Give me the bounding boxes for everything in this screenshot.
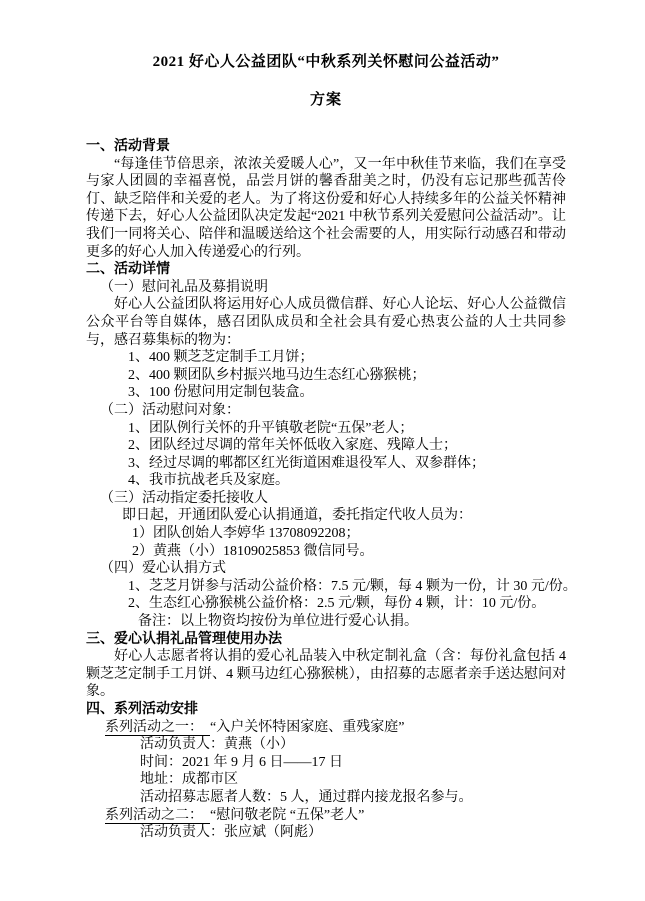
series-1-line bbox=[86, 719, 566, 737]
section-1-heading: 一、活动背景 bbox=[86, 139, 170, 154]
section-4-heading: 四、系列活动安排 bbox=[86, 702, 198, 717]
series-1-detail: 地址：成都市区 bbox=[140, 772, 238, 788]
series-1-detail: 时间：2021 年 9 月 6 日——17 日 bbox=[140, 754, 343, 770]
section-2-sub-2-heading: （二）活动慰问对象： bbox=[100, 402, 240, 418]
list-item: 1）团队创始人李婷华 13708092208； bbox=[132, 526, 360, 542]
list-item: 3、100 份慰问用定制包装盒。 bbox=[128, 385, 314, 401]
series-1-detail: 活动招募志愿者人数：5 人，通过群内接龙报名参与。 bbox=[140, 789, 473, 805]
section-3-paragraph: 好心人志愿者将认捐的爱心礼品装入中秋定制礼盒（含：每份礼盒包括 4 颗芝芝定制手工月饼、4 颗马边红心猕猴桃），由招募的志愿者亲手送达慰问对象。 bbox=[86, 649, 566, 700]
list-item: 2、400 颗团队乡村振兴地马边生态红心猕猴桃； bbox=[128, 367, 426, 383]
list-item: 2）黄燕（小）18109025853 微信同号。 bbox=[132, 543, 374, 559]
series-1-title: “入户关怀特困家庭、重残家庭” bbox=[210, 719, 405, 735]
document-subtitle: 方案 bbox=[309, 92, 342, 108]
series-2-label: 系列活动之二： bbox=[105, 808, 210, 824]
series-1-detail: 活动负责人：黄燕（小） bbox=[140, 737, 294, 753]
section-2-sub-4-heading: （四）爱心认捐方式 bbox=[100, 561, 226, 577]
section-1-paragraph: “每逢佳节倍思亲，浓浓关爱暖人心”，又一年中秋佳节来临，我们在享受与家人团圆的幸福喜悦，品尝月饼的馨香甜美之时，仍没有忘记那些孤苦伶仃、缺乏陪伴和关爱的老人。为了将这份爱和好心人持续多年的公益关怀精神传递下去，好心人公益团队决定发起“2021 中秋节系列关爱慰问公益活动”。让我们一同将关心、陪伴和温暖送给这个社会需要的人，用实际行动感召和带动更多的好心人加入传递爱心的行列。 bbox=[86, 156, 566, 260]
series-2-title: “慰问敬老院 “五保”老人” bbox=[210, 807, 365, 823]
section-2-sub-1-heading: （一）慰问礼品及募捐说明 bbox=[100, 279, 268, 295]
list-item: 1、芝芝月饼参与活动公益价格：7.5 元/颗，每 4 颗为一份，计 30 元/份。 bbox=[128, 578, 577, 594]
list-item: 2、团队经过尽调的常年关怀低收入家庭、残障人士； bbox=[128, 438, 457, 454]
section-2-sub-3-paragraph: 即日起，开通团队爱心认捐通道，委托指定代收人员为： bbox=[122, 508, 472, 524]
series-2-line bbox=[86, 807, 566, 825]
series-1-label: 系列活动之一： bbox=[105, 720, 210, 736]
list-item: 1、团队例行关怀的升平镇敬老院“五保”老人； bbox=[128, 420, 414, 436]
list-item: 1、400 颗芝芝定制手工月饼； bbox=[128, 350, 314, 366]
note-line: 备注：以上物资均按份为单位进行爱心认捐。 bbox=[138, 614, 418, 630]
section-2-sub-1-paragraph: 好心人公益团队将运用好心人成员微信群、好心人论坛、好心人公益微信公众平台等自媒体，感召团队成员和全社会具有爱心热衷公益的人士共同参与，感召募集标的物为： bbox=[86, 297, 566, 348]
list-item: 2、生态红心猕猴桃公益价格：2.5 元/颗，每份 4 颗，计：10 元/份。 bbox=[128, 596, 546, 612]
section-3-heading: 三、爱心认捐礼品管理使用办法 bbox=[86, 631, 282, 647]
list-item: 3、经过尽调的郫都区红光街道困难退役军人、双参群体； bbox=[128, 455, 485, 471]
section-2-heading: 二、活动详情 bbox=[86, 262, 170, 278]
series-2-detail: 活动负责人：张应斌（阿彪） bbox=[140, 825, 322, 841]
document-title: 2021 好心人公益团队“中秋系列关怀慰问公益活动” bbox=[152, 54, 500, 70]
list-item: 4、我市抗战老兵及家庭。 bbox=[128, 473, 289, 489]
section-2-sub-3-heading: （三）活动指定委托接收人 bbox=[100, 490, 268, 506]
